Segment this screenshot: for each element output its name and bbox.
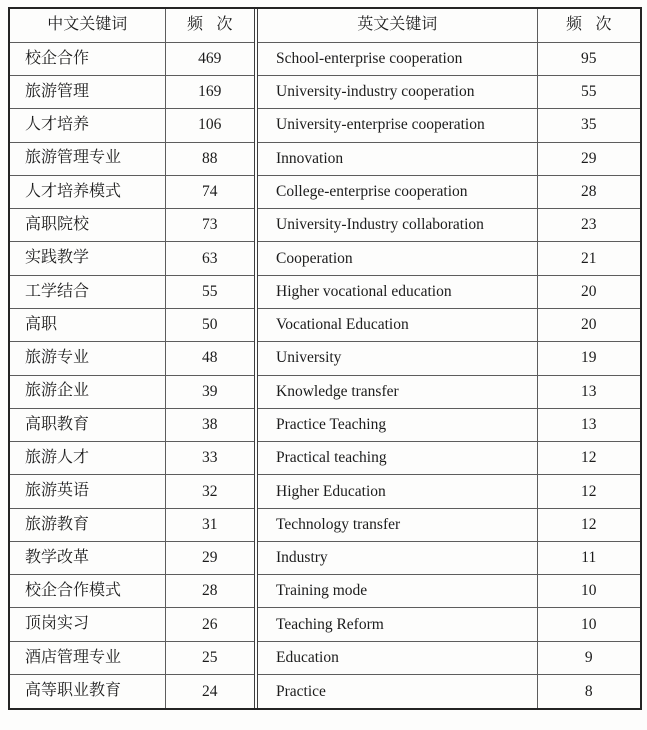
table-row [10, 608, 254, 641]
keyword-cell: 旅游英语 [10, 475, 165, 508]
keyword-cell: Practical teaching [258, 442, 537, 475]
table-row [258, 175, 640, 208]
frequency-cell: 63 [165, 242, 254, 275]
frequency-cell: 48 [165, 342, 254, 375]
keyword-cell: University-Industry collaboration [258, 209, 537, 242]
table-row [258, 442, 640, 475]
table-row [10, 75, 254, 108]
table-row [258, 342, 640, 375]
keyword-cell: 高职院校 [10, 209, 165, 242]
keyword-cell: 旅游管理 [10, 75, 165, 108]
table-row [10, 209, 254, 242]
table-row [10, 408, 254, 441]
frequency-cell: 26 [165, 608, 254, 641]
chinese-keyword-column-header: 中文关键词 [10, 9, 165, 42]
frequency-cell: 11 [537, 541, 640, 574]
chinese-keyword-table [10, 9, 254, 708]
frequency-cell: 38 [165, 408, 254, 441]
frequency-cell: 10 [537, 575, 640, 608]
table-row [10, 308, 254, 341]
table-row [10, 541, 254, 574]
keyword-cell: 酒店管理专业 [10, 641, 165, 674]
table-row [258, 641, 640, 674]
table-row [258, 242, 640, 275]
keyword-cell: Practice Teaching [258, 408, 537, 441]
table-row [10, 242, 254, 275]
frequency-cell: 13 [537, 408, 640, 441]
frequency-cell: 55 [165, 275, 254, 308]
keyword-cell: Technology transfer [258, 508, 537, 541]
table-row [10, 342, 254, 375]
table-row [258, 675, 640, 708]
table-row [258, 375, 640, 408]
frequency-cell: 106 [165, 109, 254, 142]
keyword-cell: 旅游教育 [10, 508, 165, 541]
keyword-cell: Practice [258, 675, 537, 708]
frequency-cell: 28 [165, 575, 254, 608]
keyword-cell: 人才培养 [10, 109, 165, 142]
frequency-cell: 20 [537, 275, 640, 308]
keyword-cell: Vocational Education [258, 308, 537, 341]
keyword-cell: University-enterprise cooperation [258, 109, 537, 142]
table-row [258, 508, 640, 541]
frequency-cell: 19 [537, 342, 640, 375]
english-keyword-table [254, 9, 640, 708]
frequency-cell: 73 [165, 209, 254, 242]
keyword-cell: University-industry cooperation [258, 75, 537, 108]
keyword-cell: Cooperation [258, 242, 537, 275]
table-row [258, 142, 640, 175]
keyword-cell: 校企合作 [10, 42, 165, 75]
table-row [10, 575, 254, 608]
keyword-cell: 校企合作模式 [10, 575, 165, 608]
keyword-cell: 旅游管理专业 [10, 142, 165, 175]
table-row [258, 109, 640, 142]
table-row [258, 75, 640, 108]
frequency-cell: 35 [537, 109, 640, 142]
keyword-cell: 人才培养模式 [10, 175, 165, 208]
keyword-cell: Education [258, 641, 537, 674]
chinese-frequency-column-header: 频 次 [165, 9, 254, 42]
frequency-cell: 169 [165, 75, 254, 108]
frequency-cell: 31 [165, 508, 254, 541]
table-row [10, 442, 254, 475]
table-row [10, 675, 254, 708]
header-row [258, 9, 640, 42]
keyword-cell: Innovation [258, 142, 537, 175]
keyword-cell: 旅游人才 [10, 442, 165, 475]
frequency-cell: 50 [165, 308, 254, 341]
keyword-cell: Knowledge transfer [258, 375, 537, 408]
frequency-cell: 74 [165, 175, 254, 208]
keyword-cell: College-enterprise cooperation [258, 175, 537, 208]
keyword-cell: Training mode [258, 575, 537, 608]
frequency-cell: 32 [165, 475, 254, 508]
table-row [10, 475, 254, 508]
table-row [10, 142, 254, 175]
bilingual-keyword-frequency-table [8, 7, 642, 710]
table-row [10, 109, 254, 142]
keyword-cell: 工学结合 [10, 275, 165, 308]
keyword-cell: Teaching Reform [258, 608, 537, 641]
table-row [10, 42, 254, 75]
english-keyword-table-grid [258, 9, 640, 708]
frequency-cell: 29 [165, 541, 254, 574]
header-row [10, 9, 254, 42]
keyword-cell: 高职 [10, 308, 165, 341]
frequency-cell: 29 [537, 142, 640, 175]
table-row [10, 275, 254, 308]
frequency-cell: 25 [165, 641, 254, 674]
table-row [258, 541, 640, 574]
frequency-cell: 12 [537, 508, 640, 541]
table-row [258, 475, 640, 508]
frequency-cell: 33 [165, 442, 254, 475]
table-row [10, 375, 254, 408]
table-row [10, 641, 254, 674]
frequency-cell: 13 [537, 375, 640, 408]
keyword-cell: 高职教育 [10, 408, 165, 441]
frequency-cell: 469 [165, 42, 254, 75]
frequency-cell: 12 [537, 475, 640, 508]
table-row [258, 608, 640, 641]
keyword-cell: School-enterprise cooperation [258, 42, 537, 75]
keyword-cell: 实践教学 [10, 242, 165, 275]
frequency-cell: 12 [537, 442, 640, 475]
frequency-cell: 21 [537, 242, 640, 275]
chinese-keyword-table-grid [10, 9, 254, 708]
frequency-cell: 9 [537, 641, 640, 674]
english-frequency-column-header: 频 次 [537, 9, 640, 42]
keyword-cell: 旅游企业 [10, 375, 165, 408]
table-row [10, 175, 254, 208]
table-row [258, 575, 640, 608]
keyword-cell: 旅游专业 [10, 342, 165, 375]
frequency-cell: 23 [537, 209, 640, 242]
frequency-cell: 8 [584, 682, 593, 700]
table-row [258, 308, 640, 341]
frequency-cell: 39 [165, 375, 254, 408]
frequency-cell: 24 [202, 682, 218, 700]
frequency-cell: 20 [537, 308, 640, 341]
table-row [258, 275, 640, 308]
keyword-cell: Higher vocational education [258, 275, 537, 308]
frequency-cell: 88 [165, 142, 254, 175]
table-row [258, 408, 640, 441]
keyword-cell: University [258, 342, 537, 375]
english-keyword-column-header: 英文关键词 [258, 9, 537, 42]
keyword-cell: Industry [258, 541, 537, 574]
keyword-cell: 教学改革 [10, 541, 165, 574]
keyword-cell: 顶岗实习 [10, 608, 165, 641]
keyword-cell: 高等职业教育 [10, 675, 165, 708]
table-row [258, 42, 640, 75]
table-row [10, 508, 254, 541]
frequency-cell: 10 [537, 608, 640, 641]
frequency-cell: 95 [537, 42, 640, 75]
keyword-cell: Higher Education [258, 475, 537, 508]
frequency-cell: 55 [537, 75, 640, 108]
table-row [258, 209, 640, 242]
frequency-cell: 28 [537, 175, 640, 208]
